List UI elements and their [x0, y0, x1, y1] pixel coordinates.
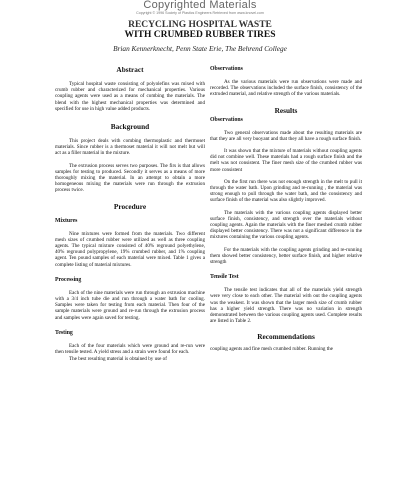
- testing-paragraph-2: The best resulting material is obtained by use of: [69, 356, 167, 363]
- paper-title: [0, 20, 400, 40]
- testing-paragraph-1: Each of the four materials which were ground and re-run were then tensile tested. A yield stress and a strain were found for each.: [55, 342, 205, 356]
- author-line: Brian Kennerknecht, Penn State Erie, The Behrend College: [113, 44, 287, 53]
- title-line-2: WITH CRUMBED RUBBER TIRES: [124, 30, 276, 40]
- procedure-heading: Procedure: [113, 201, 147, 211]
- results-observations-heading: Observations: [210, 116, 243, 123]
- mixtures-paragraph: Nine mixtures were formed from the materials. Two different mesh sizes of crumbed rubber were utilized as well as three coupling agents. The typical mixture consisted of 40% reground polyethylene, 40% reground polypropylene, 19% crumbed rubber, and 1% coupling agent. Ten pound samples of each material were mixed. Table 1 gives a complete listing of material mixtures.: [55, 230, 205, 268]
- results-paragraph-1: Two general observations made about the resulting materials are that they are all very buoyant and that they all have a rough surface finish.: [210, 129, 362, 142]
- testing-heading: Testing: [55, 329, 73, 336]
- background-paragraph-1: This project deals with combing thermoplastic and thermoset materials. Since rubber is a thermoset material it will not melt but will act as a filler material in the mixture.: [55, 138, 205, 157]
- title-line-1: RECYCLING HOSPITAL WASTE: [128, 20, 272, 30]
- processing-paragraph: Each of the nine materials were run through an extrusion machine with a 3/4 inch tube die and run through a water bath for cooling. Samples were taken for testing from each material. Then four of the sample materials were ground and re-run through the extrusion process and samples were again saved for testing.: [55, 289, 205, 321]
- results-paragraph-5: For the materials with the coupling agents grinding and re-running them showed better consistency, better surface finish, and higher relative strength: [210, 246, 362, 266]
- processing-heading: Processing: [55, 276, 82, 283]
- copyright-watermark: [100, 0, 300, 20]
- background-paragraph-2: The extrusion process serves two purposes. The firs is that allows samples for testing to produced. Secondly it serves as a means of more thoroughly mixing the material. In an attempt to obtain a more homogeneous mixing the materials were run through the extrusion process twice.: [55, 162, 205, 194]
- abstract-paragraph: Typical hospital waste consisting of polyolefins was mixed with crumb rubber and characterized for mechanical properties. Various coupling agents were used as a means of combing the materials. The blend with the highest mechanical properties was determined and specified for use in high value added products.: [55, 81, 205, 112]
- results-paragraph-4: The materials with the various coupling agents displayed better surface finish, consistency, and strength over the materials without coupling agents. Again the materials with the finer meshed crumb rubber displayed better consistency. There was not a significant difference in the mixtures containing the various coupling agents.: [210, 209, 362, 241]
- left-column: [55, 66, 205, 368]
- recommendations-heading: Recommendations: [257, 332, 315, 342]
- results-paragraph-3: On the first run there was not enough strength in the melt to pull it through the water bath. Upon grinding and re-running , the material was strong enough to pull through the water bath, and the consistency and surface finish of the material was also slightly improved.: [210, 178, 362, 204]
- abstract-heading: Abstract: [116, 65, 144, 74]
- watermark-title: Copyrighted Materials: [143, 0, 257, 11]
- watermark-notice: Copyright © 1996 Society of Plastics Engineers Retrieved from www.knovel.com: [136, 11, 264, 15]
- results-heading: Results: [274, 105, 298, 115]
- tensile-test-paragraph: The tensile test indicates that all of the materials yield strength were very close to each other. The material with out the coupling agents was the weakest. It was shown that the larger mesh size of crumb rubber has a higher yield strength. There was no variation in strength demonstrated between the various coupling agents used. Complete results are listed in Table 2.: [210, 287, 362, 325]
- right-column: [210, 66, 362, 359]
- observations-heading: Observations: [210, 66, 243, 72]
- mixtures-heading: Mixtures: [55, 217, 78, 224]
- tensile-test-heading: Tensile Test: [210, 274, 239, 281]
- results-paragraph-2: It was shown that the mixture of materials without coupling agents did not combine well. These materials had a rough surface finish and the melt was not consistent. The finer mesh size of the crumbed rubber was more consistent: [210, 148, 362, 173]
- observations-paragraph: As the various materials were run observations were made and recorded. The observations included the surface finish, consistency of the extruded material, and relative strength of the various materials.: [210, 79, 362, 98]
- recommendations-paragraph: coupling agents and fine mesh crumbed rubber. Running the: [210, 346, 333, 353]
- background-heading: Background: [110, 122, 150, 132]
